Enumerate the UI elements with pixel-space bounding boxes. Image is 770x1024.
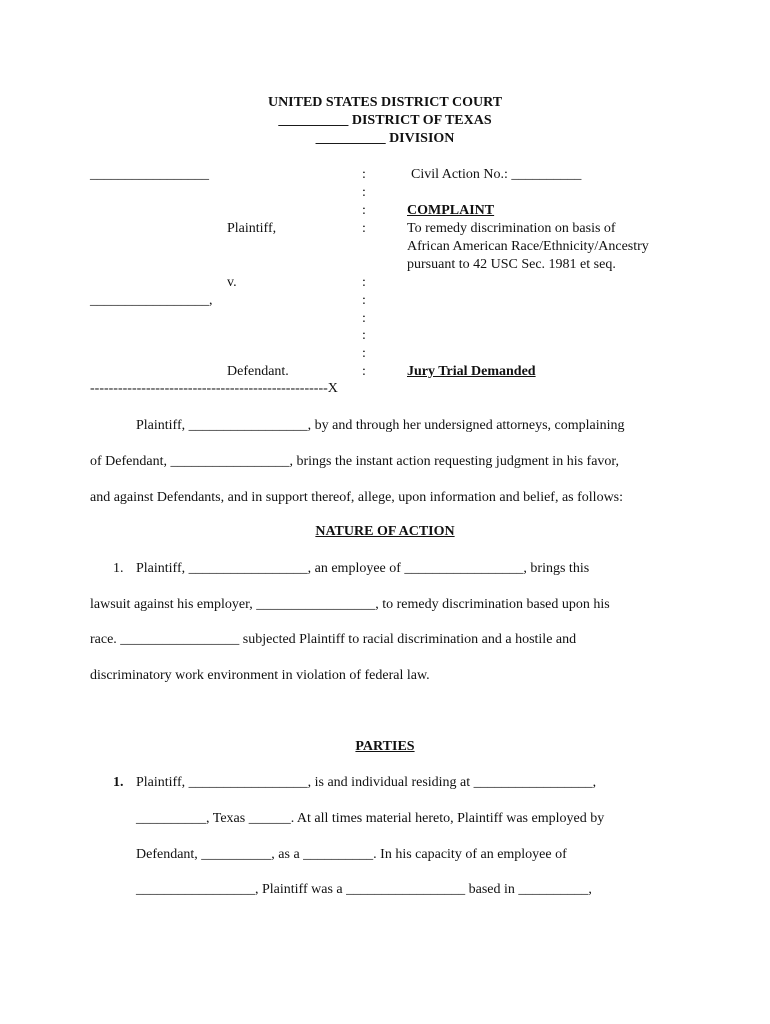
intro-line: Plaintiff, _________________, by and through her undersigned attorneys, complaining bbox=[136, 418, 625, 433]
nature-line: race. _________________ subjected Plaintiff to racial discrimination and a hostile and bbox=[90, 632, 577, 647]
complaint-description: To remedy discrimination on basis of bbox=[407, 221, 616, 236]
intro-line: of Defendant, _________________, brings the instant action requesting judgment in his favor, bbox=[90, 454, 620, 469]
caption-divider: ---------------------------------------------------X bbox=[90, 381, 338, 396]
plaintiff-label: Plaintiff, bbox=[227, 221, 277, 236]
jury-demand: Jury Trial Demanded bbox=[407, 364, 536, 379]
parties-line: Plaintiff, _________________, is and individual residing at _________________, bbox=[136, 775, 597, 790]
civil-action-number: Civil Action No.: __________ bbox=[411, 167, 582, 182]
complaint-description: African American Race/Ethnicity/Ancestry bbox=[407, 239, 649, 254]
nature-of-action-heading: NATURE OF ACTION bbox=[315, 524, 455, 539]
nature-line: lawsuit against his employer, _________________, to remedy discrimination based upon his bbox=[90, 597, 610, 612]
caption-colon: : bbox=[362, 364, 366, 379]
caption-colon: : bbox=[362, 328, 366, 343]
caption-colon: : bbox=[362, 167, 366, 182]
caption-colon: : bbox=[362, 311, 366, 326]
division-line: __________ DIVISION bbox=[315, 131, 455, 146]
parties-heading: PARTIES bbox=[355, 739, 415, 754]
caption-colon: : bbox=[362, 275, 366, 290]
caption-colon: : bbox=[362, 221, 366, 236]
parties-line: _________________, Plaintiff was a _________________ based in __________, bbox=[136, 882, 592, 897]
caption-colon: : bbox=[362, 293, 366, 308]
plaintiff-name-blank: _________________ bbox=[90, 167, 209, 182]
nature-line: Plaintiff, _________________, an employee of _________________, brings this bbox=[136, 561, 590, 576]
complaint-description: pursuant to 42 USC Sec. 1981 et seq. bbox=[407, 257, 616, 272]
parties-line: __________, Texas ______. At all times material hereto, Plaintiff was employed by bbox=[136, 811, 605, 826]
caption-colon: : bbox=[362, 203, 366, 218]
district-line: __________ DISTRICT OF TEXAS bbox=[278, 113, 492, 128]
defendant-name-blank: _________________, bbox=[90, 293, 213, 308]
versus-label: v. bbox=[227, 275, 237, 290]
paragraph-number: 1. bbox=[113, 561, 124, 576]
paragraph-number: 1. bbox=[113, 775, 124, 790]
intro-line: and against Defendants, and in support thereof, allege, upon information and belief, as follows: bbox=[90, 490, 624, 505]
court-name: UNITED STATES DISTRICT COURT bbox=[267, 95, 503, 110]
caption-colon: : bbox=[362, 185, 366, 200]
complaint-title: COMPLAINT bbox=[407, 203, 495, 218]
defendant-label: Defendant. bbox=[227, 364, 289, 379]
nature-line: discriminatory work environment in violation of federal law. bbox=[90, 668, 430, 683]
parties-line: Defendant, __________, as a __________. In his capacity of an employee of bbox=[136, 847, 567, 862]
caption-colon: : bbox=[362, 346, 366, 361]
